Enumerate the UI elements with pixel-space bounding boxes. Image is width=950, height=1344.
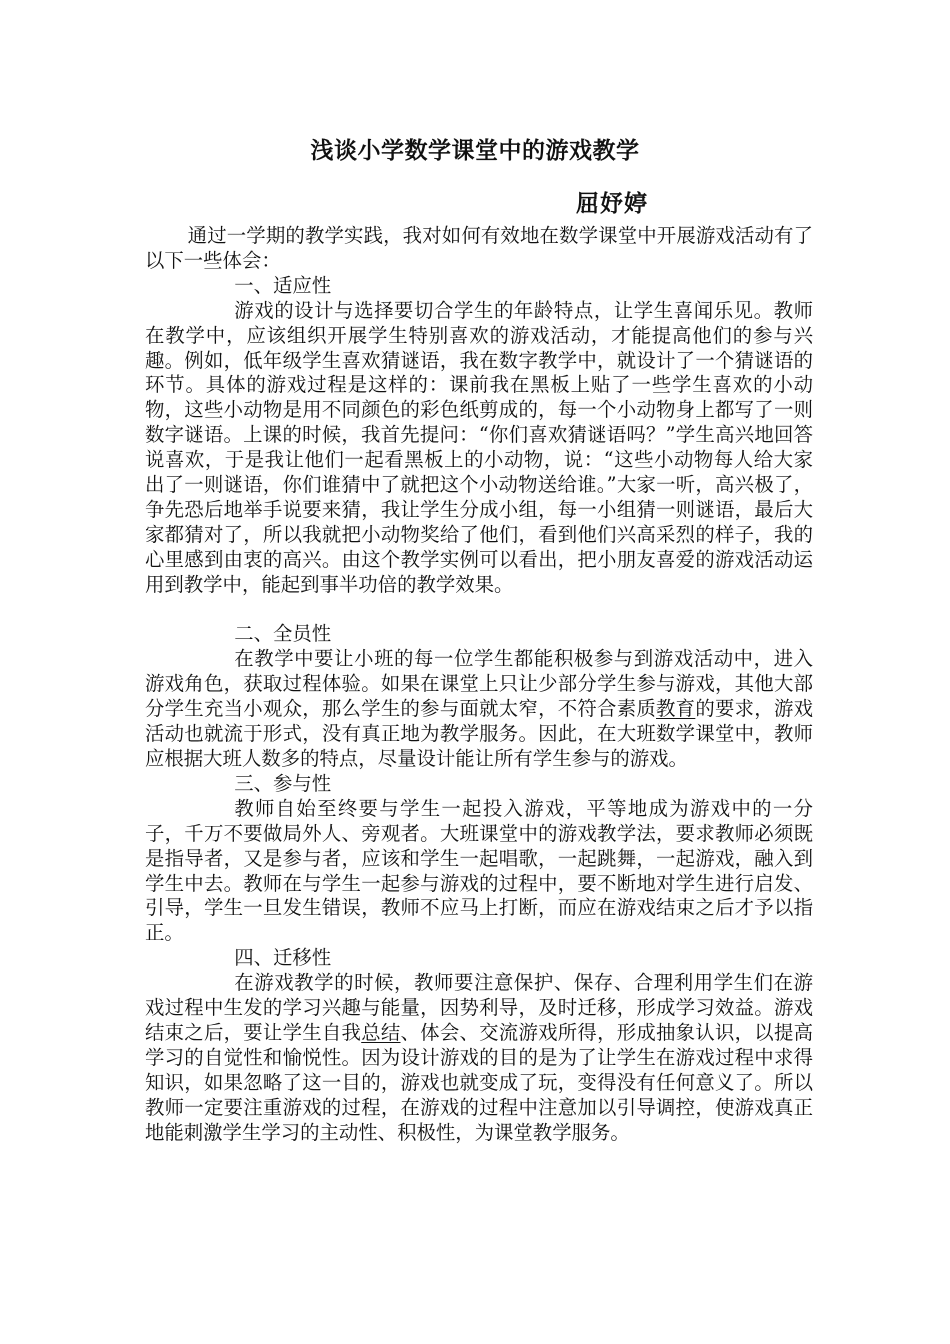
- section-paragraph-1: 游戏的设计与选择要切合学生的年龄特点，让学生喜闻乐见。教师在教学中，应该组织开展学生特别喜欢的游戏活动，才能提高他们的参与兴趣。例如，低年级学生喜欢猜谜语，我在数字教学中，就设计了一个猜谜语的环节。具体的游戏过程是这样的：课前我在黑板上贴了一些学生喜欢的小动物，这些小动物是用不同颜色的彩色纸剪成的，每一个小动物身上都写了一则数字谜语。上课的时候，我首先提问：“你们喜欢猜谜语吗？”学生高兴地回答说喜欢，于是我让他们一起看黑板上的小动物，说：“这些小动物每人给大家出了一则谜语，你们谁猜中了就把这个小动物送给谁。”大家一听，高兴极了，争先恐后地举手说要来猜，我让学生分成小组，每一小组猜一则谜语，最后大家都猜对了，所以我就把小动物奖给了他们，看到他们兴高采烈的样子，我的心里感到由衷的高兴。由这个教学实例可以看出，把小朋友喜爱的游戏活动运用到教学中，能起到事半功倍的教学效果。: [145, 298, 813, 596]
- section-4-text-a: 在游戏教学的时候，教师要注意保护、保存、合理利用学生们在游戏过程中生发的学习兴趣与能量，因势利导，及时迁移，形成学习效益。游戏结束之后，要让学生自我: [145, 971, 813, 1044]
- document-body: [145, 224, 813, 1146]
- section-2-text-a: 在教学中要让小班的每一位学生都能积极参与到游戏活动中，进入游戏角色，获取过程体验。如果在课堂上只让少部分学生参与游戏，其他大部分学生充当小观众，那么学生的参与面就太窄，不符合素质: [145, 647, 813, 721]
- section-2-text-b: 的要求，游戏活动也就流于形式，没有真正地为教学服务。因此，在大班数学课堂中，教师应根据大班人数多的特点，尽量设计能让所有学生参与的游戏。: [145, 697, 814, 771]
- section-heading-2: 二、全员性: [234, 622, 332, 646]
- section-heading-1: 一、适应性: [234, 273, 332, 297]
- section-paragraph-3: 教师自始至终要与学生一起投入游戏，平等地成为游戏中的一分子，千万不要做局外人、旁观者。大班课堂中的游戏教学法，要求教师必须既是指导者，又是参与者，应该和学生一起唱歌，一起跳舞，一起游戏，融入到学生中去。教师在与学生一起参与游戏的过程中，要不断地对学生进行启发、引导，学生一旦发生错误，教师不应马上打断，而应在游戏结束之后才予以指正。: [145, 796, 813, 945]
- education-link[interactable]: 教育: [656, 697, 696, 721]
- section-heading-3: 三、参与性: [234, 771, 332, 795]
- summary-link[interactable]: 总结: [361, 1020, 401, 1044]
- document-title: 浅谈小学数学课堂中的游戏教学: [310, 137, 640, 164]
- author-name: 屈妤婷: [576, 190, 648, 217]
- section-heading-4: 四、迁移性: [234, 946, 332, 970]
- section-paragraph-4: [145, 971, 813, 1145]
- paragraph-gap: [145, 598, 813, 623]
- section-4-text-b: 、体会、交流游戏所得，形成抽象认识，以提高学习的自觉性和愉悦性。因为设计游戏的目的是为了让学生在游戏过程中求得知识，如果忽略了这一目的，游戏也就变成了玩，变得没有任何意义了。所以教师一定要注重游戏的过程，在游戏的过程中注意加以引导调控，使游戏真正地能刺激学生学习的主动性、积极性，为课堂教学服务。: [145, 1020, 814, 1144]
- section-paragraph-2: [145, 647, 813, 772]
- intro-paragraph: 通过一学期的教学实践，我对如何有效地在数学课堂中开展游戏活动有了以下一些体会：: [145, 224, 813, 272]
